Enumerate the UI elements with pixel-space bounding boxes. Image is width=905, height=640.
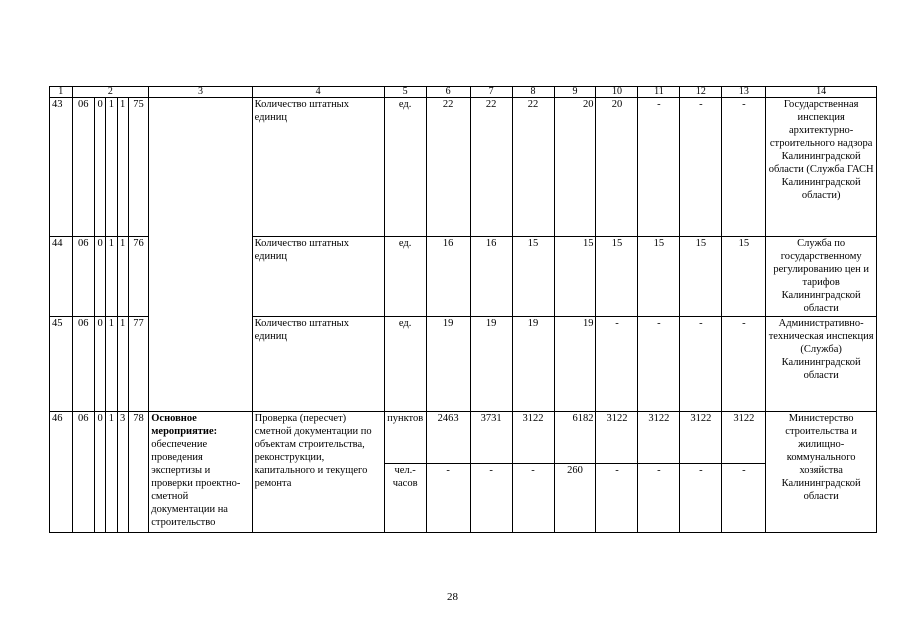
code-cell: 76 [128,237,148,317]
value-cell: - [722,464,766,533]
value-cell: 6182 [554,412,596,464]
code-cell: 0 [95,412,106,533]
table-row [50,412,877,464]
page-number: 28 [447,591,458,603]
value-cell: - [680,98,722,237]
unit-cell: пунктов [384,412,426,464]
code-cell: 1 [117,237,128,317]
unit-cell: чел.-часов [384,464,426,533]
value-cell: 16 [470,237,512,317]
code-cell: 1 [106,98,117,237]
value-cell: - [470,464,512,533]
value-cell: 22 [470,98,512,237]
row-number: 43 [50,98,73,237]
value-cell: 19 [512,317,554,412]
value-cell: 260 [554,464,596,533]
value-cell: - [638,317,680,412]
event-description: обеспечение проведения экспертизы и проверки проектно-сметной документации на строительство [151,439,241,528]
code-cell: 06 [72,98,95,237]
responsible-cell: Служба по государственному регулированию цен и тарифов Калининградской области [766,237,877,317]
code-cell: 06 [72,412,95,533]
code-cell: 06 [72,317,95,412]
indicator-cell: Количество штатных единиц [252,98,384,237]
responsible-cell: Министерство строительства и жилищно-коммунального хозяйства Калининградской области [766,412,877,533]
code-cell: 0 [95,98,106,237]
value-cell: 3731 [470,412,512,464]
value-cell: - [722,98,766,237]
value-cell: - [680,317,722,412]
value-cell: 22 [426,98,470,237]
unit-cell: ед. [384,237,426,317]
header-cell: 11 [638,87,680,98]
header-cell: 14 [766,87,877,98]
value-cell: 15 [680,237,722,317]
value-cell: 3122 [638,412,680,464]
responsible-cell: Административно-техническая инспекция (Служба) Калининградской области [766,317,877,412]
value-cell: - [426,464,470,533]
table-row [50,98,877,237]
value-cell: - [638,464,680,533]
code-cell: 1 [117,98,128,237]
value-cell: 15 [512,237,554,317]
value-cell: - [596,317,638,412]
code-cell: 1 [106,317,117,412]
header-cell: 10 [596,87,638,98]
code-cell: 1 [106,412,117,533]
value-cell: 15 [722,237,766,317]
code-cell: 77 [128,317,148,412]
value-cell: 19 [426,317,470,412]
value-cell: 22 [512,98,554,237]
value-cell: 3122 [512,412,554,464]
header-cell: 5 [384,87,426,98]
data-table [49,86,877,533]
code-cell: 75 [128,98,148,237]
code-cell: 0 [95,317,106,412]
code-cell: 1 [106,237,117,317]
value-cell: - [596,464,638,533]
value-cell: - [638,98,680,237]
value-cell: 20 [554,98,596,237]
header-cell: 7 [470,87,512,98]
row-number: 44 [50,237,73,317]
indicator-cell: Проверка (пересчет) сметной документации по объектам строительства, реконструкции, капитального и текущего ремонта [252,412,384,533]
value-cell: 15 [554,237,596,317]
value-cell: - [680,464,722,533]
header-row [50,87,877,98]
header-cell: 3 [149,87,252,98]
header-cell: 8 [512,87,554,98]
code-cell: 0 [95,237,106,317]
indicator-cell: Количество штатных единиц [252,317,384,412]
value-cell: 16 [426,237,470,317]
value-cell: 19 [470,317,512,412]
header-cell: 9 [554,87,596,98]
row-number: 46 [50,412,73,533]
event-cell [149,98,252,412]
value-cell: 2463 [426,412,470,464]
value-cell: 15 [638,237,680,317]
event-cell [149,412,252,533]
header-cell: 13 [722,87,766,98]
responsible-cell: Государственная инспекция архитектурно-строительного надзора Калининградской области (Служба ГАСН Калининградской области) [766,98,877,237]
value-cell: 3122 [596,412,638,464]
header-cell: 1 [50,87,73,98]
value-cell: - [512,464,554,533]
header-cell: 2 [72,87,149,98]
row-number: 45 [50,317,73,412]
header-cell: 4 [252,87,384,98]
indicator-cell: Количество штатных единиц [252,237,384,317]
code-cell: 78 [128,412,148,533]
value-cell: 3122 [680,412,722,464]
value-cell: 19 [554,317,596,412]
code-cell: 1 [117,317,128,412]
value-cell: 20 [596,98,638,237]
unit-cell: ед. [384,98,426,237]
code-cell: 06 [72,237,95,317]
header-cell: 6 [426,87,470,98]
value-cell: - [722,317,766,412]
unit-cell: ед. [384,317,426,412]
value-cell: 15 [596,237,638,317]
event-title: Основное мероприятие: [151,413,218,437]
value-cell: 3122 [722,412,766,464]
header-cell: 12 [680,87,722,98]
code-cell: 3 [117,412,128,533]
